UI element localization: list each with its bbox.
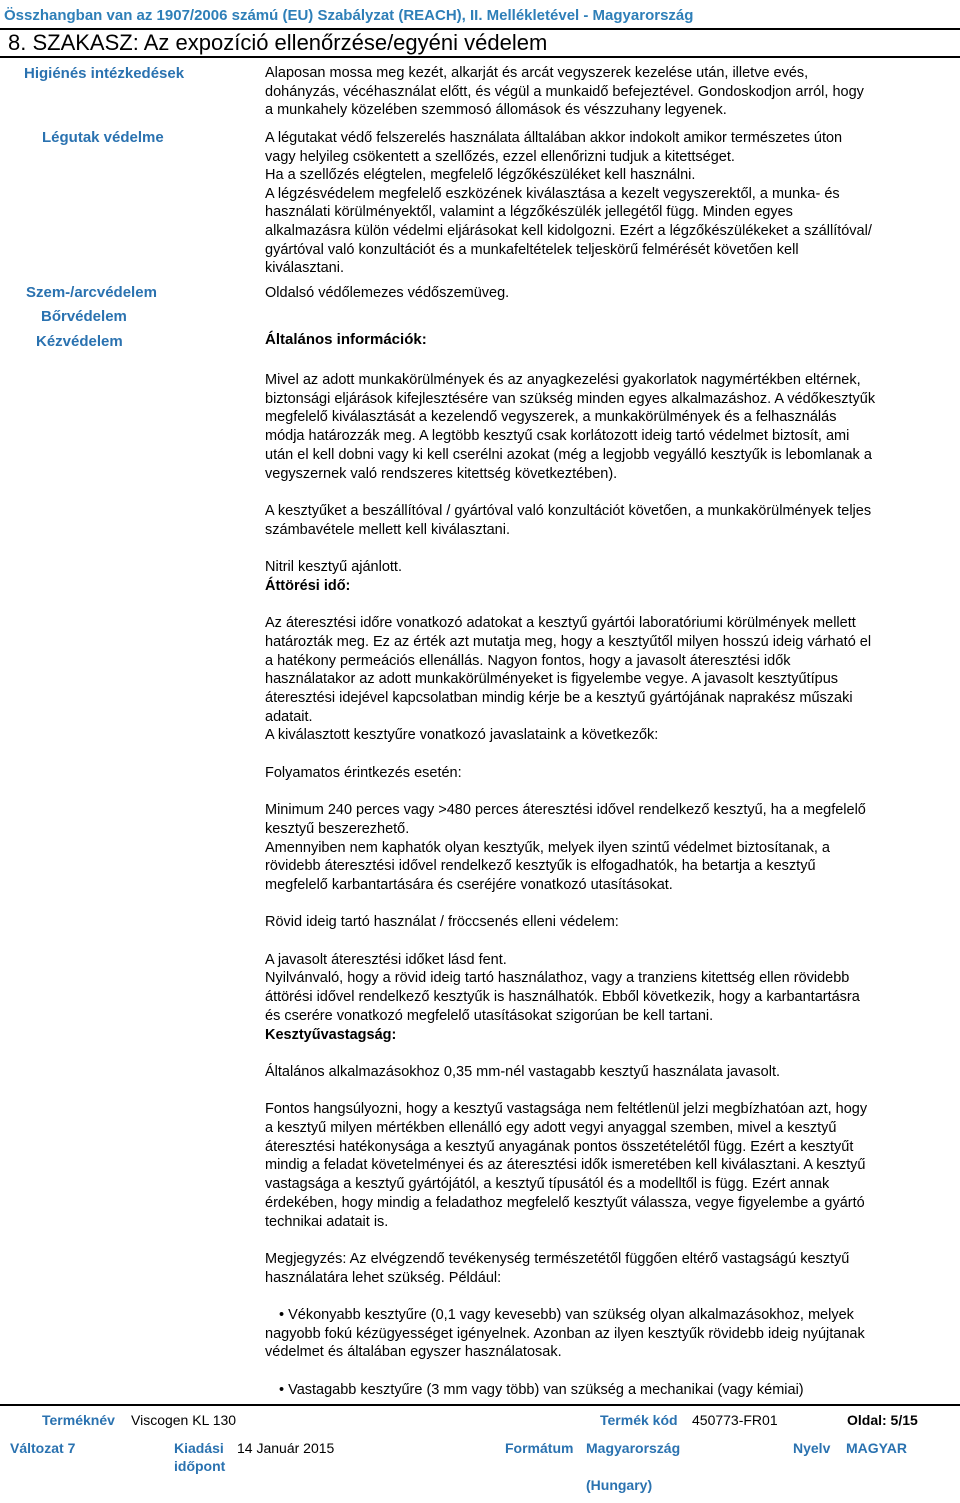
general-info-heading: Általános információk: <box>265 331 427 348</box>
text-line: vagy helyileg csökentett a szellőzés, ezzel ellenőrizni tudjuk a kitettséget. <box>265 148 735 165</box>
text-line: A kesztyűket a beszállítóval / gyártóval való konzultációt követően, a munkakörülmények teljes <box>265 502 872 519</box>
footer-language-value: MAGYAR <box>846 1440 907 1456</box>
section-title: 8. SZAKASZ: Az expozíció ellenőrzése/egyéni védelem <box>0 28 960 58</box>
text-line: Megjegyzés: Az elvégzendő tevékenység természetétől függően eltérő vastagságú kesztyű <box>265 1250 850 1267</box>
text-line: Amennyiben nem kaphatók olyan kesztyűk, melyek ilyen szintű védelmet biztosítanak, a <box>265 839 830 856</box>
text-line: A légzésvédelem megfelelő eszközének kiválasztása a kezelt vegyszerektől, a munka- és <box>265 185 840 202</box>
document-header: Összhangban van az 1907/2006 számú (EU) Szabályzat (REACH), II. Mellékletével - Magyarország <box>4 7 694 24</box>
text-line: alkalmazásra külön védelmi eljárásokat kell kidolgozni. Ezért a légzőkészülékeket a szállítóval/ <box>265 222 872 239</box>
text-line: Nyilvánvaló, hogy a rövid ideig tartó használathoz, vagy a tranziens kitettség ellen rövidebb <box>265 970 850 987</box>
text-line: vastagsága a kesztyű gyártójától, a kesztyű típusától és a modelltől is függ. Ezért annak <box>265 1176 830 1193</box>
text-line: vegyszernek való rendszeres kitettség következtében). <box>265 465 618 482</box>
text-line: kiválasztani. <box>265 260 344 277</box>
text-line: biztonsági eljárások kifejlesztésére van szükség minden egyes alkalmazáshoz. A védőkesztyűk <box>265 390 876 407</box>
footer-format-value: Magyarország <box>586 1440 681 1456</box>
text-line: Az áteresztési időre vonatkozó adatokat a kesztyű gyártói laboratóriumi körülmények mellett <box>265 615 856 632</box>
footer-product-value: Viscogen KL 130 <box>131 1412 237 1428</box>
text-line: módja határozzák meg. A legtöbb kesztyű csak korlátozott ideig tartó védelmet biztosít, ami <box>265 428 850 445</box>
text-line: áteresztési hatékonysága a kesztyű anyagának pontos összetételétől függ. Ezért a kesztyűt <box>265 1138 854 1155</box>
footer-issue-label-2: időpont <box>174 1458 226 1474</box>
bullet-item: • Vékonyabb kesztyűre (0,1 vagy kevesebb) van szükség olyan alkalmazásokhoz, melyek <box>279 1306 854 1323</box>
label-respiratory: Légutak védelme <box>42 129 164 146</box>
text-line: számbavétele mellett kell kiválasztani. <box>265 521 510 538</box>
text-line: A kiválasztott kesztyűre vonatkozó javaslataink a következők: <box>265 727 659 744</box>
text-line: kesztyű beszerezhető. <box>265 820 410 837</box>
footer-page-label: Oldal: 5/15 <box>847 1412 918 1428</box>
eye-protection-text: Oldalsó védőlemezes védőszemüveg. <box>265 285 510 301</box>
respiratory-text <box>265 129 955 278</box>
text-line: megfelelő karbantartására és cseréjére vonatkozó utasításokat. <box>265 876 673 893</box>
text-line: gyártóval való konzultációt és a munkafeltételek teljeskörű felmérését követően kell <box>265 241 799 258</box>
text-line: után el kell dobni vagy ki kell cserélni azokat (még a legjobb vegyálló kesztyűk is lebomlanak a <box>265 446 872 463</box>
text-line: védelmet és általában egyszer használatosak. <box>265 1344 562 1361</box>
text-line: határozták meg. Ez az érték azt mutatja meg, hogy a kesztyűtől milyen hosszú ideig várható el <box>265 633 872 650</box>
footer-format-value-2: (Hungary) <box>586 1477 653 1493</box>
text-line: a munkahely közelében szemmosó állomások és vészzuhany legyenek. <box>265 102 727 119</box>
text-line: mindig a feladat követelményei és az áteresztési idők ismeretében kell kiválasztani. A kesztyű <box>265 1157 866 1174</box>
text-line: technikai adatait is. <box>265 1213 389 1230</box>
footer-language-label: Nyelv <box>793 1440 831 1456</box>
document-footer <box>0 1404 960 1503</box>
text-line: a kesztyű milyen mértékben ellenálló egy adott vegyi anyaggal szemben, mivel a kesztyű <box>265 1119 837 1136</box>
text-line: a hatékony permeációs ellenállás. Nagyon fontos, hogy a javasolt áteresztési idők <box>265 652 791 669</box>
text-line: rövidebb áteresztési idővel rendelkező kesztyűk is elfogadhatók, ha betartja a kesztyű <box>265 858 816 875</box>
label-hygiene: Higiénés intézkedések <box>24 65 185 82</box>
thickness-heading: Kesztyűvastagság: <box>265 1026 397 1043</box>
breakthrough-heading: Áttörési idő: <box>265 577 351 594</box>
text-line: használatakor az adott munkakörülményeket is figyelembe vegye. A javasolt kesztyűtípus <box>265 671 839 688</box>
text-line: érdekében, hogy mindig a feladathoz megfelelő kesztyűt válassza, vegye figyelembe a gyártó <box>265 1194 865 1211</box>
footer-version-label: Változat 7 <box>10 1440 76 1456</box>
text-line: használatára lehet szükség. Például: <box>265 1269 502 1286</box>
text-line: Rövid ideig tartó használat / fröccsenés elleni védelem: <box>265 914 619 931</box>
text-line: és cserére vonatkozó megfelelő utasításokat szigorúan be kell tartani. <box>265 1007 714 1024</box>
text-line: használati körülményektől, valamint a légzőkészülék jellegétől függ. Minden egyes <box>265 204 793 221</box>
text-line: A javasolt áteresztési időket lásd fent. <box>265 951 507 968</box>
footer-product-label: Terméknév <box>42 1412 115 1428</box>
footer-format-label: Formátum <box>505 1440 574 1456</box>
text-line: Minimum 240 perces vagy >480 perces áteresztési idővel rendelkező kesztyű, ha a megfelelő <box>265 802 866 819</box>
text-line: áttörési idővel rendelkező kesztyűk is használhatók. Ebből következik, hogy a karbantartásra <box>265 989 860 1006</box>
bullet-item: • Vastagabb kesztyűre (3 mm vagy több) van szükség a mechanikai (vagy kémiai) <box>279 1381 804 1398</box>
text-line: áteresztési idejével kapcsolatban mindig kérje be a kesztyű gyártójának naprakész műszaki <box>265 689 853 706</box>
hand-protection-text <box>265 371 955 1399</box>
text-line: Alaposan mossa meg kezét, alkarját és arcát vegyszerek kezelése után, illetve evés, <box>265 65 809 81</box>
label-hand-protection: Kézvédelem <box>36 333 123 350</box>
text-line: Fontos hangsúlyozni, hogy a kesztyű vastagsága nem feltétlenül jelzi megbízhatóan azt, hogy <box>265 1101 868 1118</box>
footer-issue-label: Kiadási <box>174 1440 224 1456</box>
footer-issue-value: 14 Január 2015 <box>237 1440 335 1456</box>
text-line: nagyobb fokú kézügyességet igényelnek. Azonban az ilyen kesztyűk rövidebb ideig nyújtanak <box>265 1325 865 1342</box>
text-line: megfelelő kiválasztását a kezelendő vegyszerek, a munkakörülmények és a felhasználás <box>265 409 837 426</box>
text-line: Nitril kesztyű ajánlott. <box>265 559 402 575</box>
text-line: A légutakat védő felszerelés használata álltalában akkor indokolt amikor természetes úton <box>265 130 843 146</box>
text-line: dohányzás, vécéhasználat előtt, és végül a munkaidő befejeztével. Gondoskodjon arról, hogy <box>265 83 864 100</box>
text-line: Mivel az adott munkakörülmények és az anyagkezelési gyakorlatok nagymértékben eltérnek, <box>265 372 861 388</box>
footer-code-value: 450773-FR01 <box>692 1412 778 1428</box>
text-line: Ha a szellőzés elégtelen, megfelelő légzőkészüléket kell használni. <box>265 167 696 184</box>
hygiene-text <box>265 64 955 120</box>
text-line: Általános alkalmazásokhoz 0,35 mm-nél vastagabb kesztyű használata javasolt. <box>265 1063 781 1080</box>
text-line: Folyamatos érintkezés esetén: <box>265 764 462 781</box>
footer-code-label: Termék kód <box>600 1412 678 1428</box>
text-line: adatait. <box>265 708 313 725</box>
label-eye-protection: Szem-/arcvédelem <box>26 284 157 301</box>
label-skin-protection: Bőrvédelem <box>41 308 127 325</box>
